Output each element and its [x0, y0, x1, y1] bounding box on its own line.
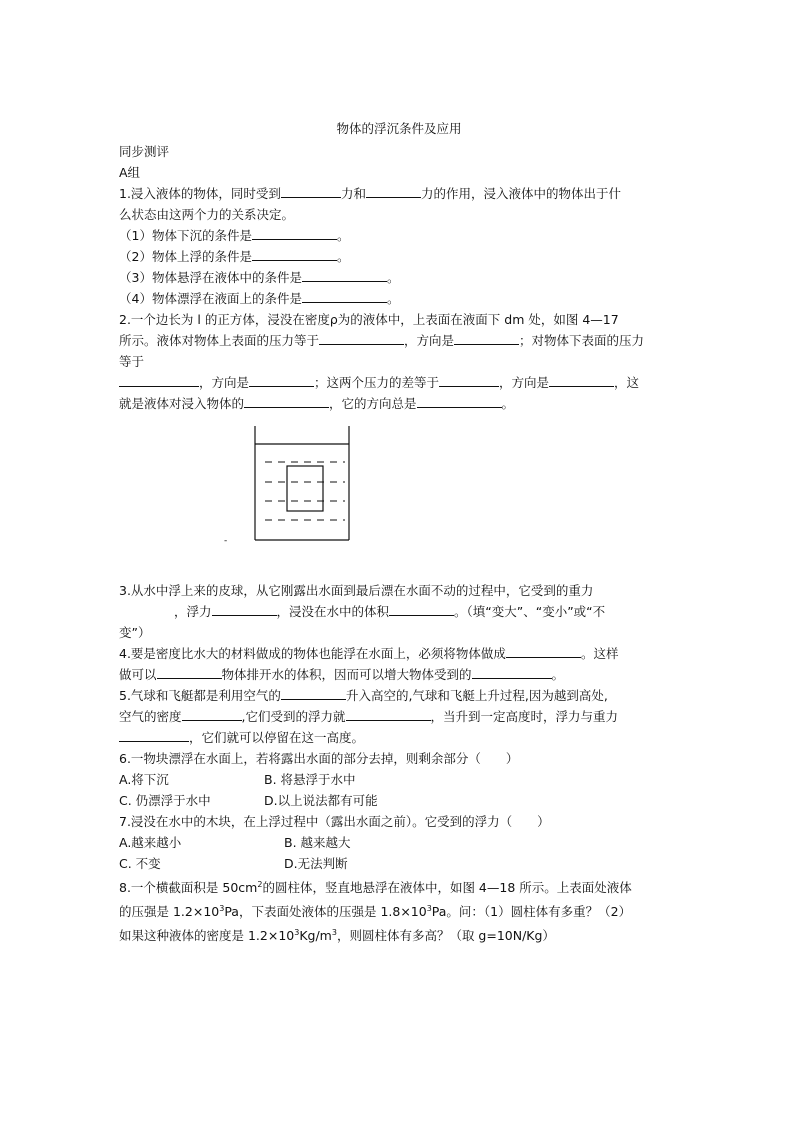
q2-blank-7[interactable] — [244, 394, 329, 408]
q7-option-d[interactable]: D.无法判断 — [284, 856, 348, 871]
question-8 — [119, 874, 679, 946]
q4-blank-3[interactable] — [472, 665, 552, 679]
q3-blank-3[interactable] — [389, 602, 454, 616]
q1-item-4-blank[interactable] — [302, 289, 387, 303]
question-4 — [119, 643, 679, 685]
q7-option-a[interactable]: A.越来越小 — [119, 835, 182, 850]
q2-line-1: 2.一个边长为 l 的正方体，浸没在密度ρ为的液体中，上表面在液面下 dm 处，如图 4—17 — [119, 312, 619, 327]
q2-text-2a: 所示。液体对物体上表面的压力等于 — [119, 333, 320, 348]
q8-text-2b: Pa，下表面处液体的压强是 1.8×10 — [224, 904, 427, 920]
q3-text-d: 。（填“变大”、“变小”或“不 — [454, 604, 606, 619]
q1-item-4-end: 。 — [386, 291, 400, 306]
q5-blank-2[interactable] — [182, 707, 242, 721]
q4-text-a: 4.要是密度比水大的材料做成的物体也能浮在水面上，必须将物体做成 — [119, 646, 506, 661]
question-6 — [119, 748, 679, 811]
q5-text-d: ,它们受到的浮力就 — [241, 709, 346, 724]
q8-sup-1: 2 — [257, 880, 263, 889]
question-3 — [119, 580, 679, 643]
q1-blank-1[interactable] — [281, 184, 341, 198]
q2-blank-3[interactable] — [119, 373, 199, 387]
q8-text-2a: 的压强是 1.2×10 — [119, 904, 220, 920]
section-heading: 同步测评 — [119, 144, 170, 159]
q2-blank-2[interactable] — [454, 331, 519, 345]
q3-blank-2[interactable] — [212, 602, 277, 616]
q1-text-a: 1.浸入液体的物体，同时受到 — [119, 186, 281, 201]
q4-text-c: 做可以 — [119, 667, 157, 682]
q8-sup-5: 3 — [331, 928, 337, 938]
q8-text-3b: Kg/m — [299, 928, 332, 944]
q2-blank-5[interactable] — [439, 373, 499, 387]
q7-option-c[interactable]: C. 不变 — [119, 856, 161, 871]
q2-blank-4[interactable] — [249, 373, 314, 387]
question-1 — [119, 183, 679, 309]
q1-item-1-end: 。 — [336, 228, 350, 243]
q4-blank-2[interactable] — [157, 665, 222, 679]
q2-text-4d: ，这 — [614, 375, 640, 390]
q1-item-4: （4）物体漂浮在液面上的条件是 — [119, 291, 302, 306]
q5-blank-4[interactable] — [119, 728, 189, 742]
question-7 — [119, 811, 679, 874]
q8-text-1a: 8.一个横截面积是 50cm — [119, 880, 258, 896]
q1-text-b: 力和 — [340, 186, 366, 201]
q5-blank-3[interactable] — [346, 707, 431, 721]
q2-line-3: 等于 — [119, 354, 145, 369]
q8-text-2c: Pa。问：（1）圆柱体有多重？（2） — [431, 904, 632, 920]
q1-blank-2[interactable] — [366, 184, 421, 198]
q8-sup-2: 3 — [219, 904, 225, 914]
q4-text-d: 物体排开水的体积，因而可以增大物体受到的 — [221, 667, 472, 682]
q8-text-1b: 的圆柱体，竖直地悬浮在液体中，如图 4—18 所示。上表面处液体 — [262, 880, 632, 896]
q2-text-5c: 。 — [501, 396, 515, 411]
q1-item-1: （1）物体下沉的条件是 — [119, 228, 252, 243]
q8-text-3a: 如果这种液体的密度是 1.2×10 — [119, 928, 295, 944]
q3-text-e: 变”） — [119, 625, 151, 640]
page-title: 物体的浮沉条件及应用 — [336, 121, 462, 136]
q8-text-3c: ，则圆柱体有多高？（取 g=10N/Kg） — [336, 928, 555, 944]
q2-text-5a: 就是液体对浸入物体的 — [119, 396, 245, 411]
q6-option-b[interactable]: B. 将悬浮于水中 — [264, 772, 356, 787]
q6-option-a[interactable]: A.将下沉 — [119, 772, 169, 787]
q4-text-b: 。这样 — [580, 646, 619, 661]
q1-text-c: 力的作用，浸入液体中的物体出于什 — [420, 186, 621, 201]
q3-text-b: ，浮力 — [174, 604, 212, 619]
figure-4-17 — [119, 424, 679, 576]
q3-text-c: ，浸没在水中的体积 — [276, 604, 390, 619]
figure-caption-mark: - — [224, 536, 228, 546]
q5-text-f: ，它们就可以停留在这一高度。 — [189, 730, 365, 745]
q5-text-c: 空气的密度 — [119, 709, 182, 724]
q1-item-2-end: 。 — [336, 249, 350, 264]
q8-sup-4: 3 — [294, 928, 300, 938]
submerged-cube — [287, 466, 323, 511]
q6-option-c[interactable]: C. 仍漂浮于水中 — [119, 793, 211, 808]
q7-option-b[interactable]: B. 越来越大 — [284, 835, 351, 850]
q2-text-4b: ；这两个压力的差等于 — [314, 375, 440, 390]
question-5 — [119, 685, 679, 748]
q5-text-a: 5.气球和飞艇都是利用空气的 — [119, 688, 281, 703]
q2-text-4c: ，方向是 — [499, 375, 550, 390]
q6-option-d[interactable]: D.以上说法都有可能 — [264, 793, 378, 808]
q1-item-2-blank[interactable] — [252, 247, 337, 261]
q2-blank-6[interactable] — [549, 373, 614, 387]
q8-sup-3: 3 — [426, 904, 432, 914]
q2-text-2b: ，方向是 — [404, 333, 455, 348]
q1-item-1-blank[interactable] — [252, 226, 337, 240]
q2-text-2c: ；对物体下表面的压力 — [519, 333, 645, 348]
group-heading: A组 — [119, 165, 141, 180]
q1-item-3: （3）物体悬浮在液体中的条件是 — [119, 270, 302, 285]
q3-blank-1[interactable] — [119, 603, 174, 616]
q5-blank-1[interactable] — [281, 686, 346, 700]
q1-text-d: 么状态由这两个力的关系决定。 — [119, 207, 295, 222]
q6-stem: 6.一物块漂浮在水面上，若将露出水面的部分去掉，则剩余部分（ ） — [119, 751, 519, 766]
q2-text-4a: ，方向是 — [199, 375, 250, 390]
worksheet-page — [119, 118, 679, 946]
q5-text-e: ，当升到一定高度时，浮力与重力 — [430, 709, 619, 724]
q2-blank-8[interactable] — [417, 394, 502, 408]
q7-stem: 7.浸没在水中的木块，在上浮过程中（露出水面之前）。它受到的浮力（ ） — [119, 814, 550, 829]
q1-item-3-blank[interactable] — [302, 268, 387, 282]
question-2 — [119, 309, 679, 414]
q1-item-2: （2）物体上浮的条件是 — [119, 249, 252, 264]
q2-blank-1[interactable] — [319, 331, 404, 345]
beaker-diagram — [119, 424, 359, 576]
q4-text-e: 。 — [551, 667, 565, 682]
q1-item-3-end: 。 — [386, 270, 400, 285]
q2-text-5b: ，它的方向总是 — [329, 396, 417, 411]
q3-text-a: 3.从水中浮上来的皮球，从它刚露出水面到最后漂在水面不动的过程中，它受到的重力 — [119, 583, 594, 598]
q4-blank-1[interactable] — [506, 644, 581, 658]
q5-text-b: 升入高空的,气球和飞艇上升过程,因为越到高处, — [345, 688, 608, 703]
